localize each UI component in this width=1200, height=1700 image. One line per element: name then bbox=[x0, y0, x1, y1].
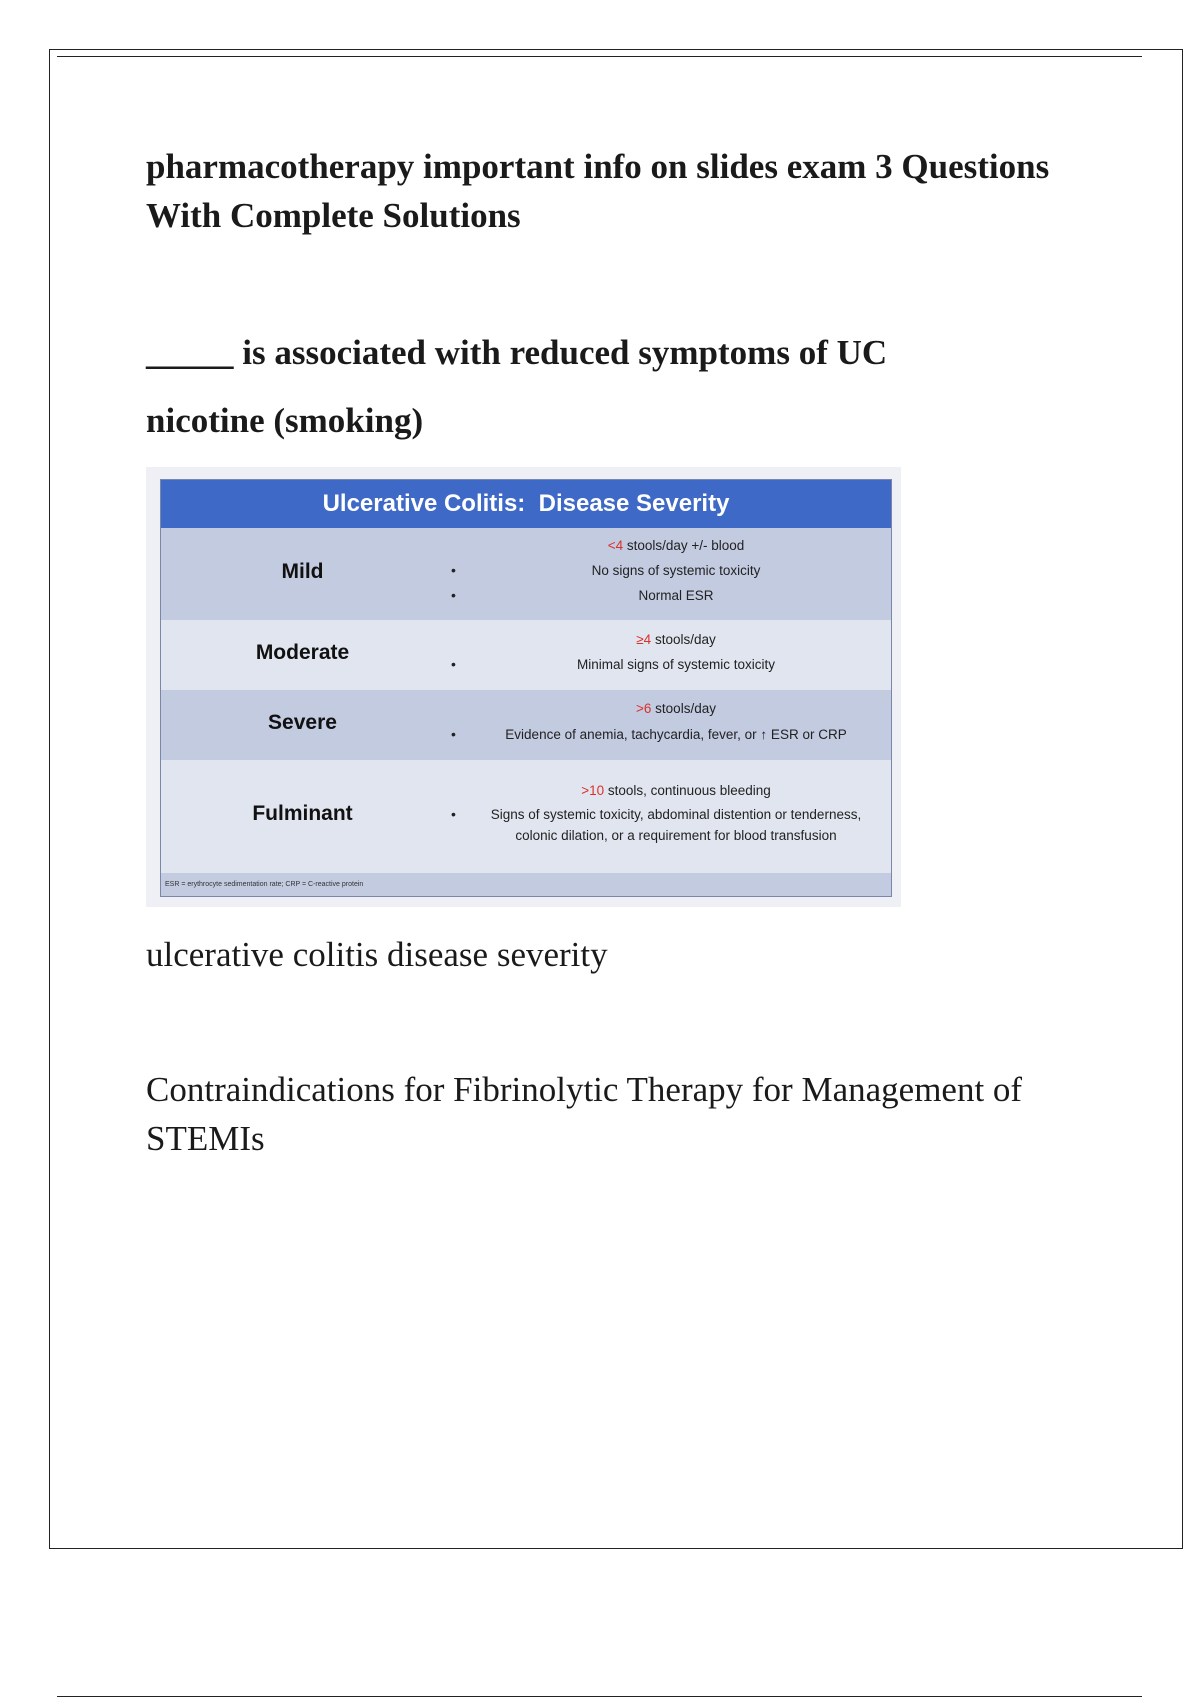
question-2: Contraindications for Fibrinolytic Therapy for Management of STEMIs bbox=[146, 1070, 1023, 1158]
bullet: • bbox=[451, 656, 456, 672]
criterion: Evidence of anemia, tachycardia, fever, or ↑ ESR or CRP bbox=[505, 727, 847, 742]
criterion: colonic dilation, or a requirement for blood transfusion bbox=[515, 828, 837, 843]
criterion: >10 stools, continuous bleeding bbox=[581, 783, 771, 798]
bullet: • bbox=[451, 726, 456, 742]
criterion: Normal ESR bbox=[638, 588, 714, 603]
slide-image bbox=[146, 467, 901, 907]
image-caption: ulcerative colitis disease severity bbox=[146, 935, 608, 974]
severity-label: Fulminant bbox=[252, 802, 353, 825]
bullet: • bbox=[451, 562, 456, 578]
criterion: Signs of systemic toxicity, abdominal distention or tenderness, bbox=[490, 807, 862, 822]
severity-label: Mild bbox=[281, 560, 324, 583]
bullet: • bbox=[451, 587, 456, 603]
criterion: No signs of systemic toxicity bbox=[591, 563, 761, 578]
slide-footnote: ESR = erythrocyte sedimentation rate; CRP = C-reactive protein bbox=[161, 873, 891, 896]
criterion: Minimal signs of systemic toxicity bbox=[576, 657, 776, 672]
criterion: ≥4 stools/day bbox=[636, 632, 716, 647]
bullet: • bbox=[451, 806, 456, 822]
slide-title: Ulcerative Colitis: Disease Severity bbox=[161, 480, 891, 528]
criterion: >6 stools/day bbox=[636, 701, 716, 716]
criterion: <4 stools/day +/- blood bbox=[607, 538, 745, 553]
question-1: _____ is associated with reduced symptoms of UC bbox=[146, 333, 888, 372]
severity-row-severe bbox=[161, 690, 891, 760]
severity-row-fulminant bbox=[161, 760, 891, 873]
severity-label: Moderate bbox=[255, 641, 350, 664]
slide-table bbox=[160, 479, 892, 897]
answer-1: nicotine (smoking) bbox=[146, 401, 424, 440]
bottom-rule bbox=[57, 1696, 1142, 1697]
severity-row-moderate bbox=[161, 620, 891, 690]
severity-label: Severe bbox=[268, 711, 337, 734]
document-title: pharmacotherapy important info on slides exam 3 Questions With Complete Solutions bbox=[146, 147, 1050, 235]
severity-row-mild bbox=[161, 528, 891, 620]
